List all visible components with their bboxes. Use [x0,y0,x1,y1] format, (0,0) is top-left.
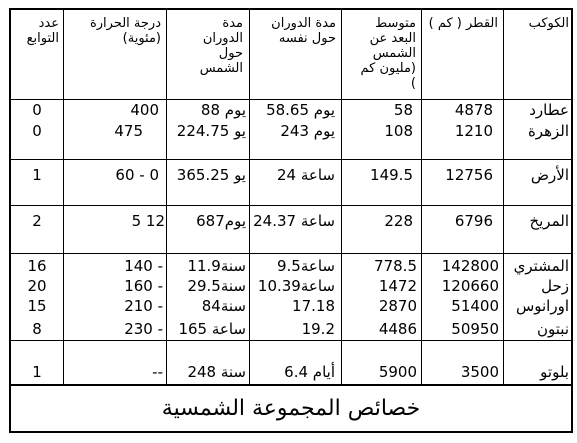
cell-rotation: 17.18 [292,297,335,315]
header-planet: الكوكب [528,16,569,31]
cell-moons: 0 [32,101,42,119]
cell-diameter: 3500 [460,363,499,381]
cell-distance: 58 [393,101,413,119]
header-moons: عدد التوابع [26,16,59,46]
cell-planet: زحل [541,277,569,295]
cell-rotation: 10.39ساعة [257,277,335,295]
cell-moons: 1 [32,166,42,184]
header-diameter: القطر ( كم ) [428,16,498,31]
cell-distance: 1472 [378,277,417,295]
cell-moons: 2 [32,212,42,230]
row-divider [11,205,571,206]
cell-planet: المريخ [529,212,569,230]
cell-distance: 228 [384,212,413,230]
cell-diameter: 12756 [445,166,493,184]
cell-distance: 4486 [378,320,417,338]
cell-planet: الزهرة [527,122,569,140]
row-divider [11,159,571,160]
cell-moons: 20 [27,277,47,295]
cell-distance: 5900 [378,363,417,381]
cell-temperature: 60 - 0 [115,166,159,184]
cell-distance: 778.5 [374,257,417,275]
cell-diameter: 4878 [454,101,493,119]
cell-rotation: 24.37 ساعة [253,212,335,230]
cell-moons: 8 [32,320,42,338]
cell-diameter: 120660 [441,277,499,295]
cell-temperature: 230 - [124,320,163,338]
cell-orbit: 165 ساعة [178,320,246,338]
cell-rotation: 243 يوم [280,122,335,140]
cell-planet: بلوتو [540,363,569,381]
cell-planet: المشتري [513,257,569,275]
cell-temperature: 400 [130,101,159,119]
cell-rotation: 19.2 [301,320,335,338]
cell-diameter: 51400 [451,297,499,315]
cell-distance: 149.5 [370,166,413,184]
cell-planet: الأرض [530,166,569,184]
cell-diameter: 142800 [441,257,499,275]
cell-temperature: 140 - [124,257,163,275]
cell-diameter: 50950 [451,320,499,338]
cell-orbit: 11.9سنة [187,257,246,275]
cell-planet: نبتون [537,320,569,338]
cell-moons: 15 [27,297,47,315]
cell-moons: 16 [27,257,47,275]
cell-rotation: 24 ساعة [277,166,335,184]
header-orbit: مدة الدوران حول الشمس [199,16,243,76]
row-divider [11,99,571,100]
cell-orbit: 88 يوم [200,101,246,119]
cell-moons: 0 [32,122,42,140]
cell-temperature: 5 12 [131,213,165,230]
cell-temperature: 210 - [124,297,163,315]
cell-orbit: 365.25 يو [176,167,246,184]
cell-planet: اورانوس [515,297,569,315]
cell-distance: 2870 [378,297,417,315]
cell-orbit: 248 سنة [187,363,246,381]
cell-diameter: 6796 [454,212,493,230]
cell-orbit: 29.5سنة [187,277,246,295]
cell-temperature: -- [152,363,163,381]
cell-orbit: 224.75 يو [176,123,246,140]
cell-temperature: 160 - [124,277,163,295]
cell-moons: 1 [32,363,42,381]
caption-divider [11,384,571,386]
table-caption: خصائص المجموعة الشمسية [161,396,421,421]
row-divider [11,340,571,341]
cell-rotation: 9.5ساعة [277,257,335,275]
row-divider [11,253,571,254]
solar-system-table [9,8,573,433]
cell-orbit: 687يوم [196,212,246,230]
header-temperature: درجة الحرارة (مئوية) [89,16,161,46]
cell-planet: عطارد [529,101,569,119]
header-distance: متوسط البعد عن الشمس (مليون كم ) [360,16,416,91]
cell-rotation: 58.65 يوم [266,101,335,119]
cell-diameter: 1210 [454,122,493,140]
cell-temperature: 475 [114,122,143,140]
cell-orbit: 84سنة [201,297,246,315]
cell-rotation: 6.4 أيام [284,363,335,381]
header-rotation: مدة الدوران حول نفسه [271,16,336,46]
cell-distance: 108 [384,122,413,140]
